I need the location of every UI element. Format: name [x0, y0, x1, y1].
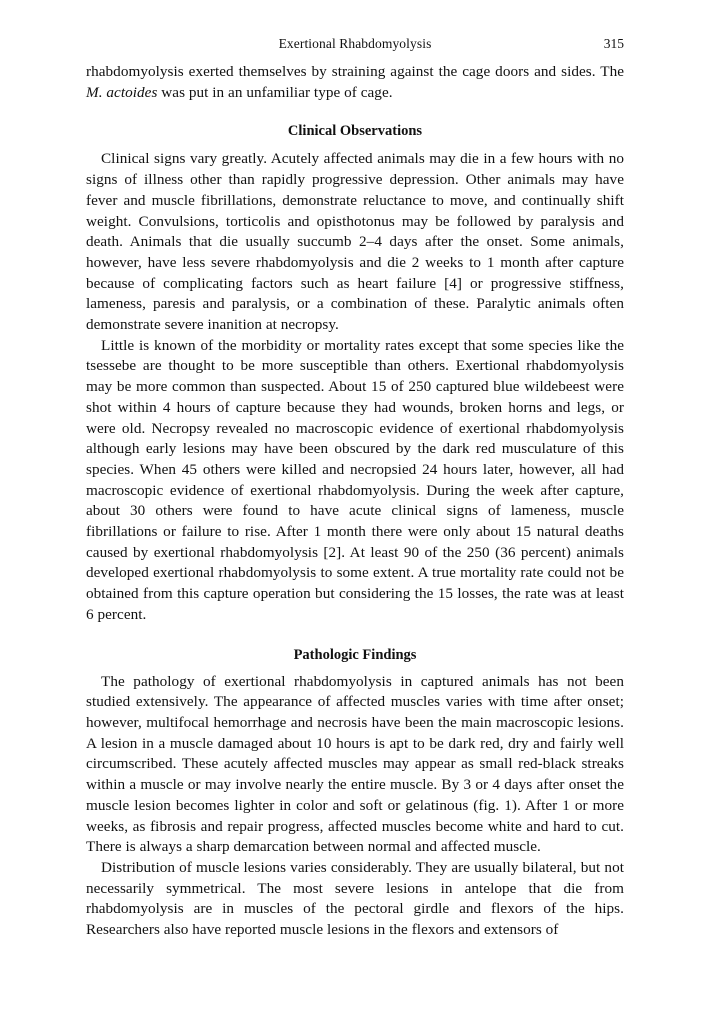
running-head	[86, 36, 624, 58]
pathologic-paragraph-2: Distribution of muscle lesions varies considerably. They are usually bilateral, but not necessarily symmetrical. The most severe lesions in antelope that die from rhabdomyolysis are in muscles of the pectoral girdle and flexors of the hips. Researchers also have reported muscle lesions in the flexors and extensors of	[86, 858, 624, 939]
page-number: 315	[603, 36, 624, 51]
pathologic-paragraph-1: The pathology of exertional rhabdomyolysis in captured animals has not been studied extensively. The appearance of affected muscles varies with time after onset; however, multifocal hemorrhage and necrosis have been the main macroscopic lesions. A lesion in a muscle damaged about 10 hours is apt to be dark red, dry and fairly well circumscribed. These acutely affected muscles may appear as small red-black streaks within a muscle or may involve nearly the entire muscle. By 3 or 4 days after onset the muscle lesion becomes lighter in color and soft or gelatinous (fig. 1). After 1 or more weeks, as fibrosis and repair progress, affected muscles become white and hard to cut. There is always a sharp demarcation between normal and affected muscle.	[86, 672, 624, 856]
page-content	[86, 36, 624, 941]
intro-paragraph	[86, 62, 624, 103]
intro-text: rhabdomyolysis exerted themselves by straining against the cage doors and sides. The	[86, 63, 624, 80]
clinical-paragraph-2: Little is known of the morbidity or mortality rates except that some species like the tsessebe are thought to be more susceptible than others. Exertional rhabdomyolysis may be more common than suspected. About 15 of 250 captured blue wildebeest were shot within 4 hours of capture because they had wounds, broken horns and legs, or were old. Necropsy revealed no macroscopic evidence of exertional rhabdomyolysis although early lesions may have been obscured by the dark red musculature of this species. When 45 others were killed and necropsied 24 hours later, however, all had macroscopic evidence of exertional rhabdomyolysis. During the week after capture, about 30 others were found to have acute clinical signs of lameness, muscle fibrillations or failure to rise. After 1 month there were only about 15 natural deaths caused by exertional rhabdomyolysis [2]. At least 90 of the 250 (36 percent) animals developed exertional rhabdomyolysis to some extent. A true mortality rate could not be obtained from this capture operation but considering the 15 losses, the rate was at least 6 percent.	[86, 336, 624, 623]
section-heading-clinical: Clinical Observations	[287, 123, 423, 140]
section-heading-pathologic: Pathologic Findings	[293, 646, 417, 663]
clinical-paragraph-1: Clinical signs vary greatly. Acutely affected animals may die in a few hours with no signs of illness other than rapidly progressive depression. Other animals may have fever and muscle fibrillations, demonstrate reluctance to move, and continually shift weight. Convulsions, torticolis and opisthotonus may be followed by paralysis and death. Animals that die usually succumb 2–4 days after the onset. Some animals, however, have less severe rhabdomyolysis and die 2 weeks to 1 month after capture because of complicating factors such as heart failure [4] or progressive stiffness, lameness, paresis and paralysis, or a combination of these. Paralytic animals often demonstrate severe inanition at necropsy.	[86, 150, 624, 334]
species-name: M. actoides	[86, 83, 158, 101]
intro-text-end: was put in an unfamiliar type of cage.	[157, 83, 393, 101]
running-title: Exertional Rhabdomyolysis	[278, 36, 432, 51]
